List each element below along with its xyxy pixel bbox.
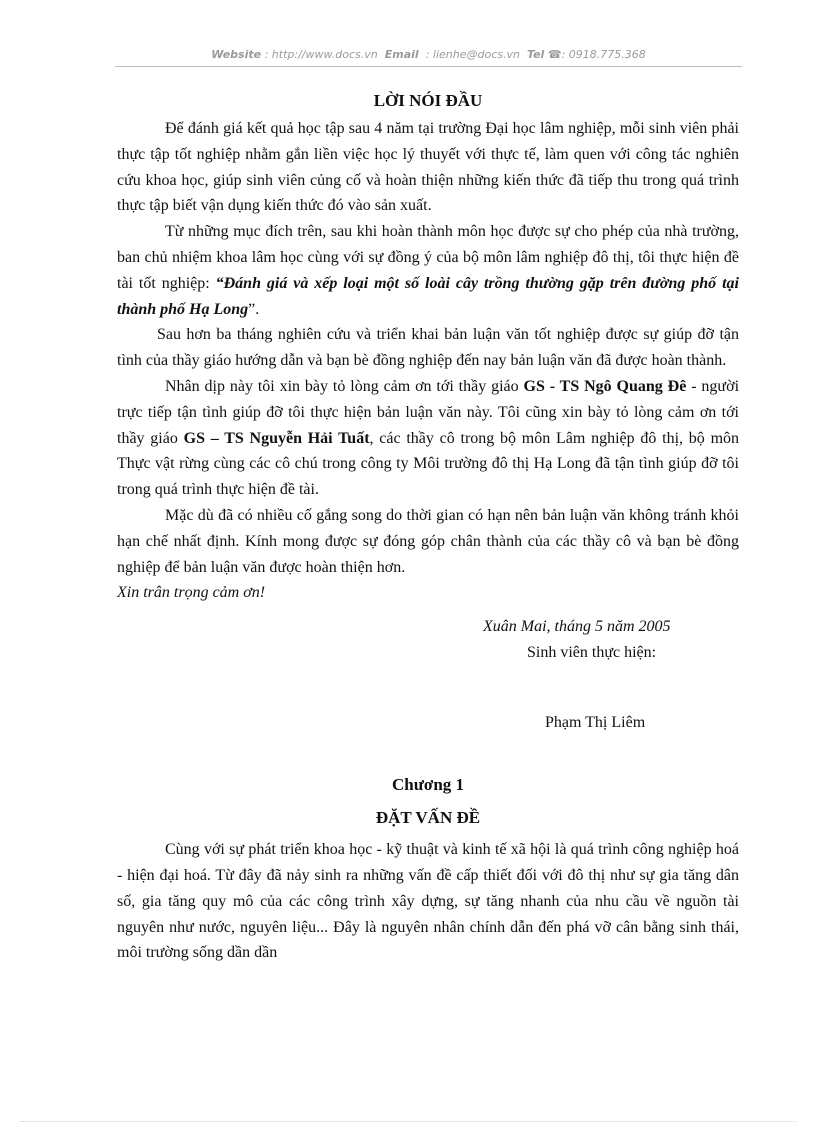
phone-icon: ☎	[547, 48, 562, 61]
header-divider	[115, 66, 742, 67]
tel-label: Tel	[526, 48, 545, 61]
tel-value: : 0918.775.368	[561, 48, 646, 61]
thesis-title: “Đánh giá và xếp loại một số loài cây trồng thường gặp trên đường phố tại thành phố Hạ Long	[117, 274, 739, 318]
advisor-name-2: GS – TS Nguyễn Hải Tuất	[183, 429, 370, 447]
signature-name: Phạm Thị Liêm	[545, 713, 646, 731]
paragraph-4-text-c: , các thầy cô trong bộ môn Lâm nghiệp đô thị, bộ môn Thực vật rừng cùng các cô chú trong công ty Môi trường đô thị Hạ Long đã tận tình giúp đỡ tôi trong quá trình thực hiện đề tài.	[117, 429, 740, 499]
email-label: Email	[384, 48, 419, 61]
preface-paragraph-1: Để đánh giá kết quả học tập sau 4 năm tại trường Đại học lâm nghiệp, mỗi sinh viên phải thực tập tốt nghiệp nhằm gắn liền việc học lý thuyết với thực tế, làm quen với công tác nghiên cứu khoa học, giúp sinh viên củng cố và hoàn thiện những kiến thức đã tiếp thu trong quá trình thực tập biết vận dụng kiến thức đó vào sản xuất.	[117, 120, 739, 215]
preface-title: LỜI NÓI ĐẦU	[373, 91, 483, 110]
paragraph-2-text: Từ những mục đích trên, sau khi hoàn thành môn học được sự cho phép của nhà trường, ban chủ nhiệm khoa lâm học cùng với sự đồng ý của bộ môn lâm nghiệp đô thị, tôi thực hiện đề tài tốt nghiệp:	[117, 223, 739, 292]
paragraph-4-text-b: - người trực tiếp tận tình giúp đỡ tôi thực hiện bản luận văn này. Tôi cũng xin bày tỏ lòng cảm ơn tới thầy giáo	[117, 377, 740, 447]
website-value: : http://www.docs.vn	[264, 48, 378, 61]
preface-paragraph-3: Sau hơn ba tháng nghiên cứu và triển khai bản luận văn tốt nghiệp được sự giúp đỡ tận tình của thầy giáo hướng dẫn và bạn bè đồng nghiệp đến nay bản luận văn đã được hoàn thành.	[117, 326, 739, 370]
document-body	[117, 86, 739, 966]
preface-paragraph-2	[117, 219, 739, 322]
preface-paragraph-5: Mặc dù đã có nhiều cố gắng song do thời gian có hạn nên bản luận văn không tránh khỏi hạn chế nhất định. Kính mong được sự đóng góp chân thành của các thầy cô và bạn bè đồng nghiệp để bản luận văn được hoàn thiện hơn.	[117, 506, 739, 576]
chapter-paragraph-1: Cùng với sự phát triển khoa học - kỹ thuật và kinh tế xã hội là quá trình công nghiệp hoá - hiện đại hoá. Từ đây đã nảy sinh ra những vấn đề cấp thiết đối với đô thị như sự gia tăng dân số, gia tăng quy mô của các công trình xây dựng, sự tăng nhanh của nhu cầu về nguồn tài nguyên như nước, nguyên liệu... Đây là nguyên nhân chính dẫn đến phá vỡ cân bằng sinh thái, môi trường sống dần dần	[117, 841, 739, 962]
paragraph-4-text-a: Nhân dịp này tôi xin bày tỏ lòng cảm ơn tới thầy giáo	[165, 377, 524, 395]
page-header	[115, 48, 742, 61]
chapter-title: ĐẶT VẤN ĐỀ	[375, 808, 481, 828]
email-value: : lienhe@docs.vn	[425, 48, 520, 61]
advisor-name-1: GS - TS Ngô Quang Đê	[523, 377, 687, 395]
closing-line: Xin trân trọng cảm ơn!	[117, 584, 266, 602]
footer-divider	[20, 1121, 796, 1122]
website-label: Website	[211, 48, 262, 61]
signature-place-date: Xuân Mai, tháng 5 năm 2005	[483, 618, 671, 636]
signature-role: Sinh viên thực hiện:	[527, 643, 657, 661]
chapter-label: Chương 1	[391, 774, 465, 794]
preface-paragraph-4	[117, 374, 739, 503]
paragraph-2-end: ”.	[248, 300, 260, 318]
